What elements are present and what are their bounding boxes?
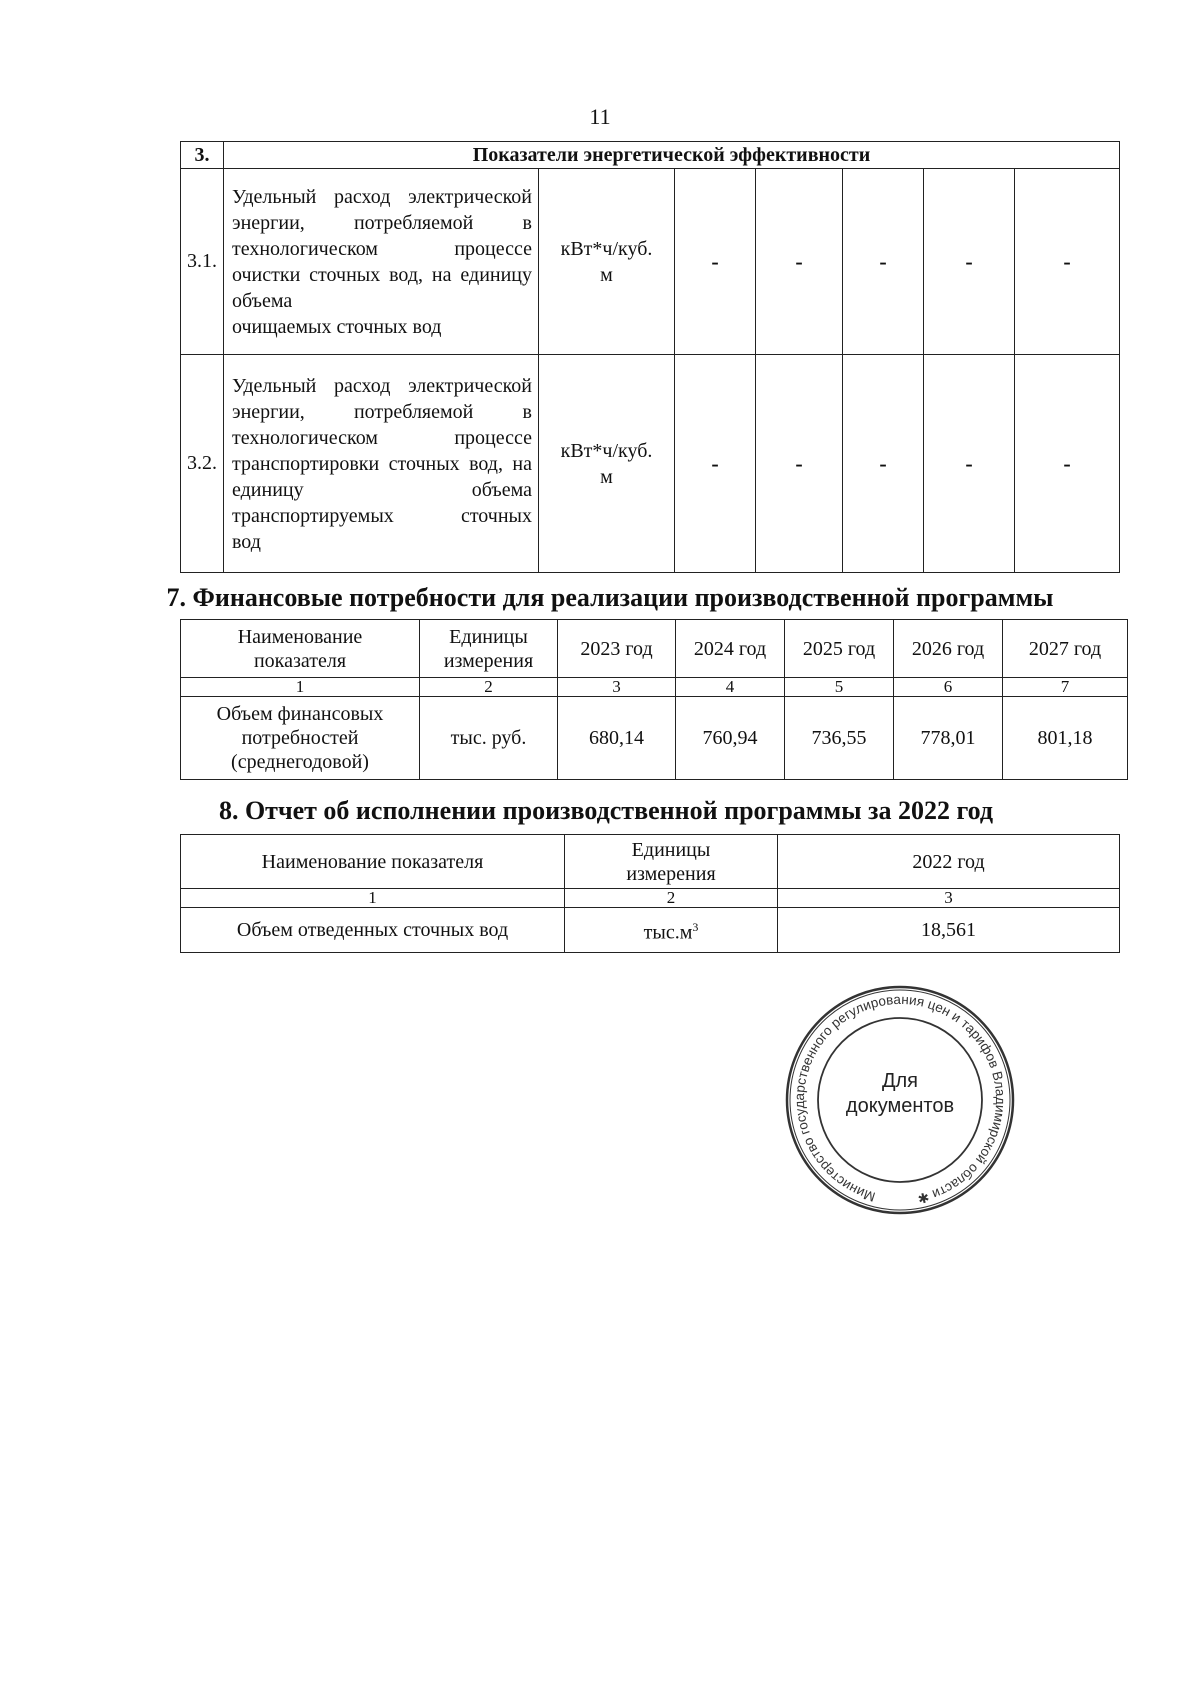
report-2022-table xyxy=(180,834,1120,953)
value-cell: - xyxy=(924,169,1015,355)
unit-cell: кВт*ч/куб. м xyxy=(539,169,675,355)
column-header-name: Наименование показателя xyxy=(181,835,565,889)
value-cell: - xyxy=(1015,169,1120,355)
indicator-name: Объем отведенных сточных вод xyxy=(181,908,565,953)
value-cell: - xyxy=(675,355,756,573)
column-header-unit: Единицы измерения xyxy=(565,835,778,889)
column-header-year: 2022 год xyxy=(778,835,1120,889)
indicator-name: Объем финансовых потребностей (среднегодовой) xyxy=(181,697,420,780)
column-header-year: 2027 год xyxy=(1003,620,1128,678)
section-8-title: 8. Отчет об исполнении производственной программы за 2022 год xyxy=(218,796,994,825)
unit-cell: тыс. руб. xyxy=(420,697,558,780)
table-row xyxy=(181,355,1120,573)
table-row xyxy=(181,169,1120,355)
unit-cell: $тыс.м^3$ xyxy=(565,908,778,953)
value-cell: - xyxy=(843,355,924,573)
value-cell: 680,14 xyxy=(558,697,676,780)
value-cell: - xyxy=(1015,355,1120,573)
section-number: 3. xyxy=(181,142,224,169)
section-title: Показатели энергетической эффективности xyxy=(224,142,1120,169)
column-header-year: 2023 год xyxy=(558,620,676,678)
column-index-row: 1 2 3 4 5 6 7 xyxy=(181,678,1128,697)
table-row xyxy=(181,697,1128,780)
value-cell: - xyxy=(924,355,1015,573)
value-cell: - xyxy=(843,169,924,355)
column-header-name: Наименование показателя xyxy=(181,620,420,678)
value-cell: - xyxy=(675,169,756,355)
section-7-title: 7. Финансовые потребности для реализации производственной программы xyxy=(166,583,1054,612)
column-header-year: 2025 год xyxy=(785,620,894,678)
indicator-name: Удельный расход электрической энергии, потребляемой в технологическом процессе транспортировки сточных вод, на единицу объема транспортируемых сточных вод xyxy=(224,355,539,573)
value-cell: - xyxy=(756,355,843,573)
value-cell: 18,561 xyxy=(778,908,1120,953)
value-cell: 778,01 xyxy=(894,697,1003,780)
unit-cell: кВт*ч/куб. м xyxy=(539,355,675,573)
column-header-year: 2024 год xyxy=(676,620,785,678)
energy-efficiency-table xyxy=(180,141,1120,573)
stamp-center-text: Для документов xyxy=(845,1070,955,1117)
value-cell: 801,18 xyxy=(1003,697,1128,780)
svg-text:Министерство государственного: Министерство государственного регулирования цен и тарифов Владимирской области ✱ xyxy=(791,991,1009,1207)
value-cell: - xyxy=(756,169,843,355)
column-header-unit: Единицы измерения xyxy=(420,620,558,678)
value-cell: 736,55 xyxy=(785,697,894,780)
column-index-row: 1 2 3 xyxy=(181,889,1120,908)
row-number: 3.2. xyxy=(181,355,224,573)
indicator-name: Удельный расход электрической энергии, потребляемой в технологическом процессе очистки сточных вод, на единицу объема очищаемых сточных вод xyxy=(224,169,539,355)
table-row xyxy=(181,908,1120,953)
value-cell: 760,94 xyxy=(676,697,785,780)
financial-needs-table xyxy=(180,619,1128,780)
column-header-year: 2026 год xyxy=(894,620,1003,678)
row-number: 3.1. xyxy=(181,169,224,355)
page-number: 11 xyxy=(589,104,611,129)
official-stamp xyxy=(785,985,1015,1215)
